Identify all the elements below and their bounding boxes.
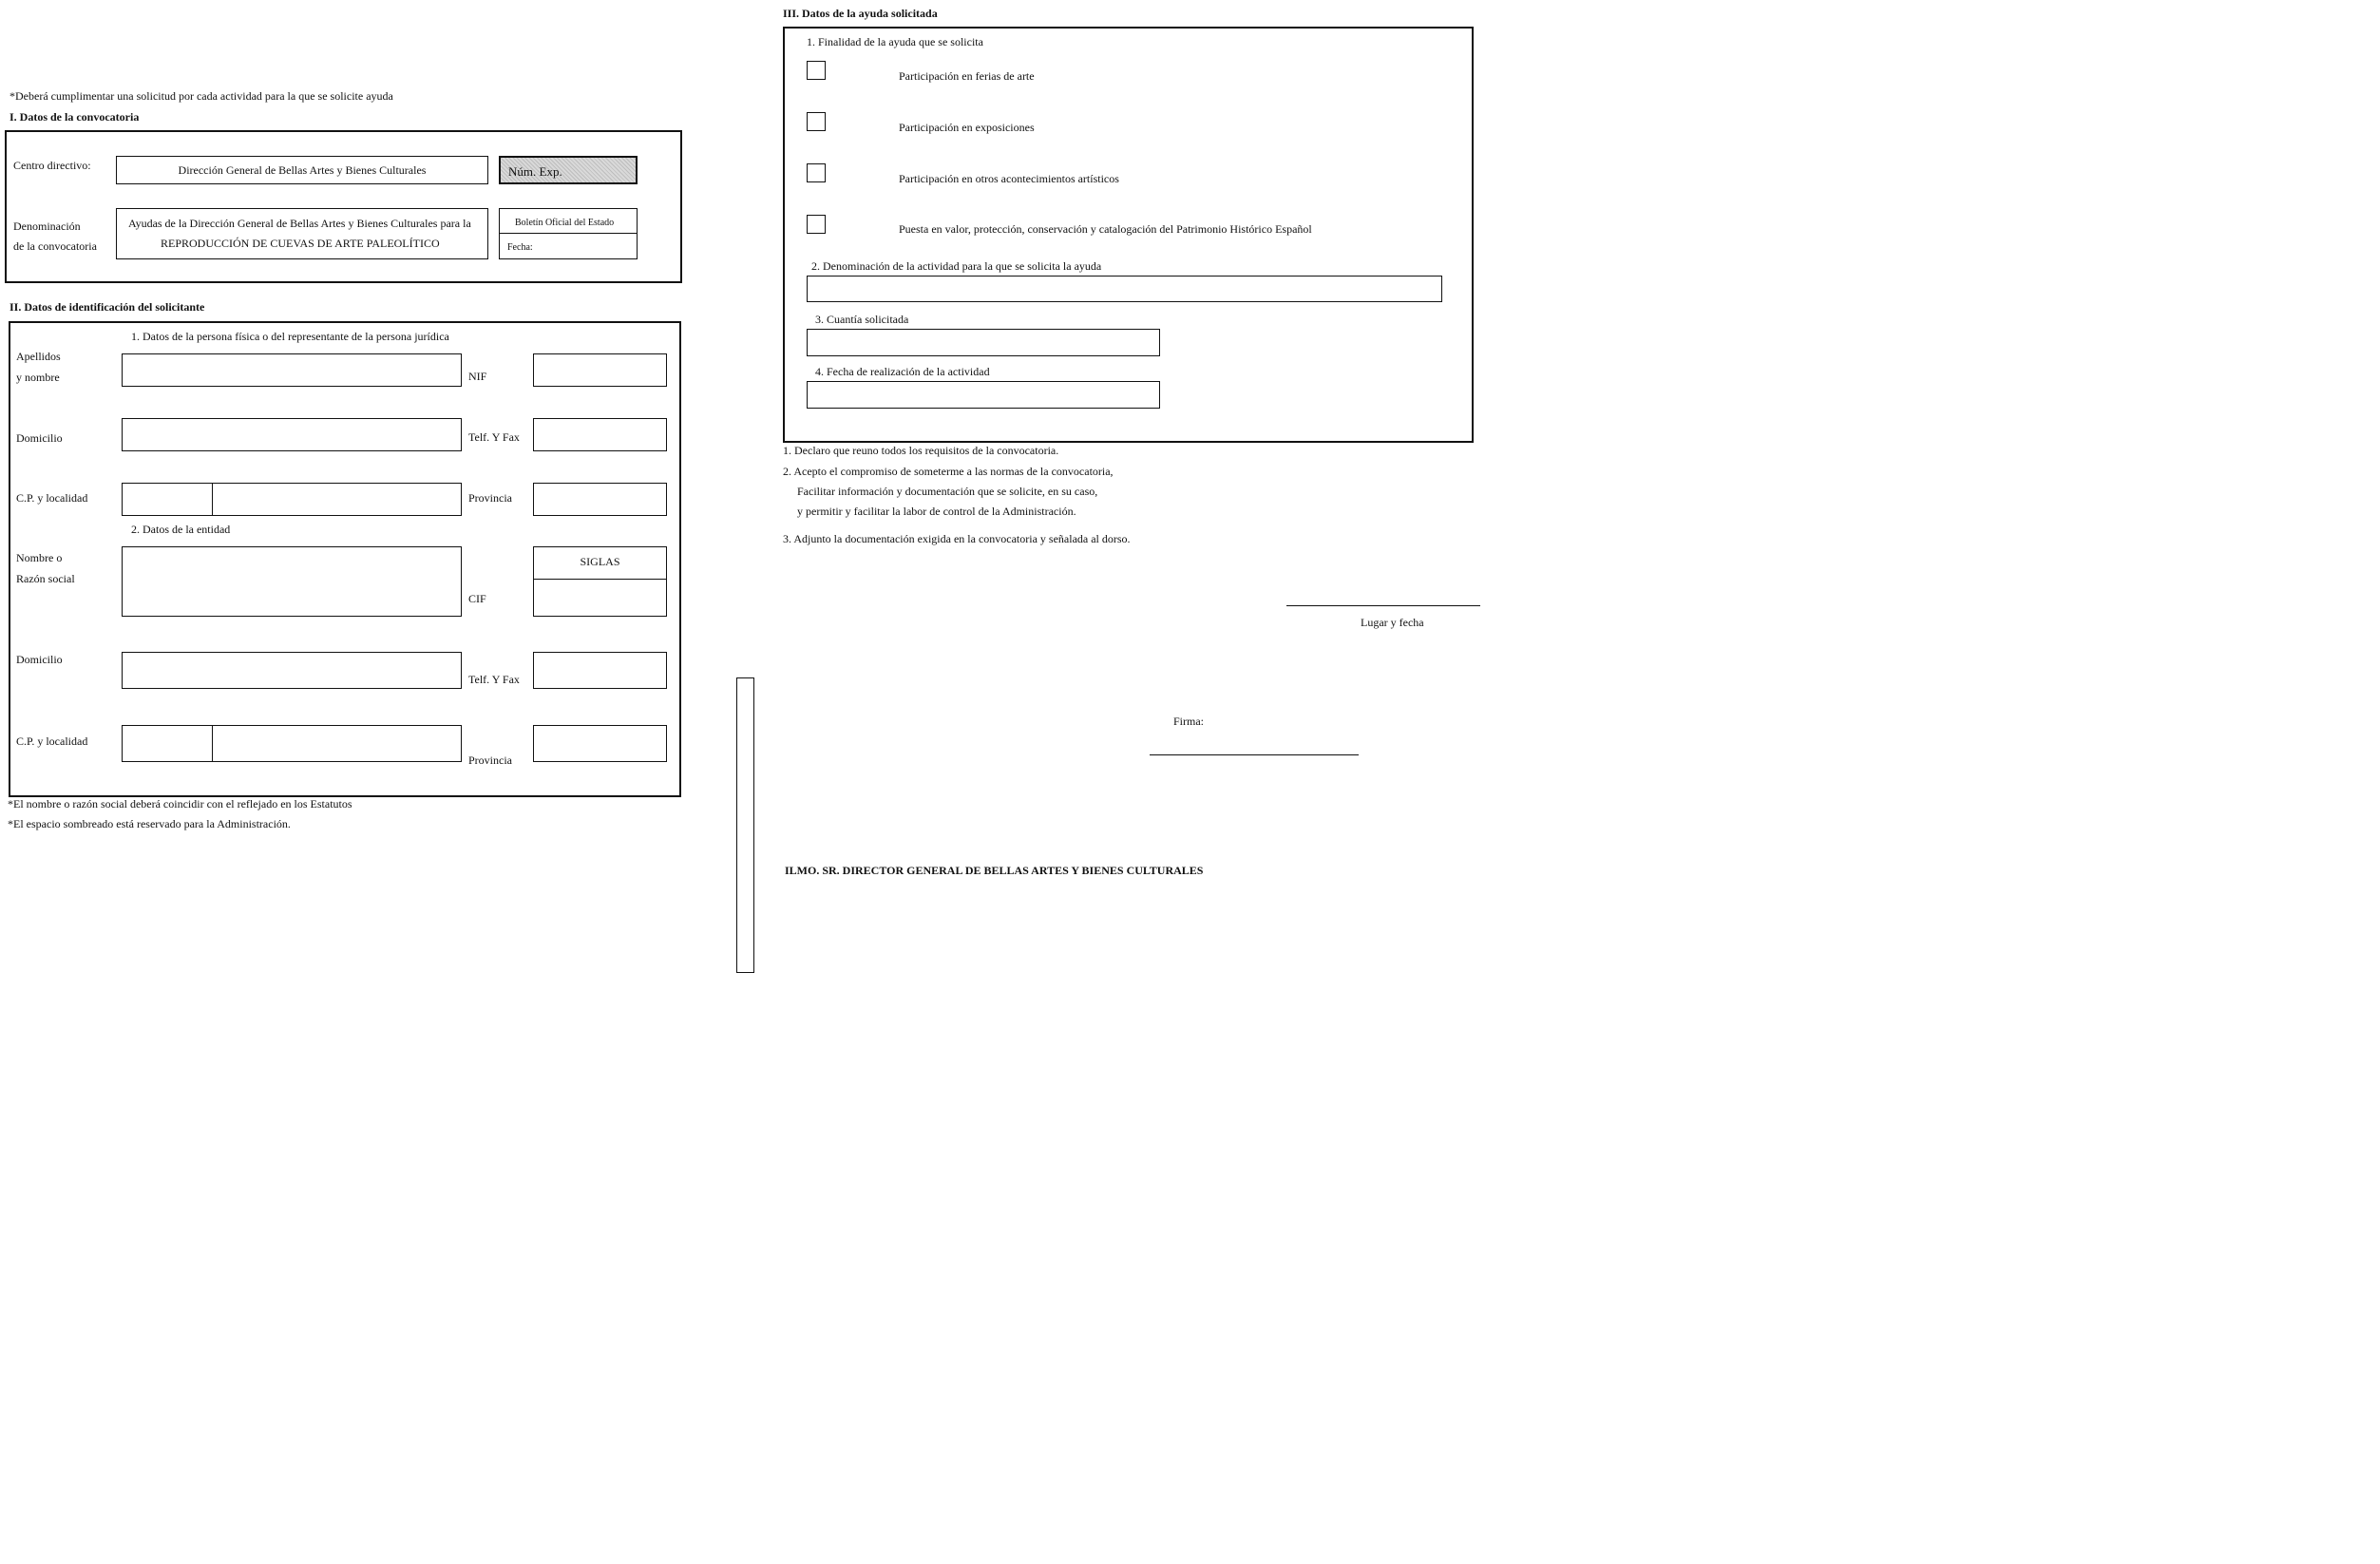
note-shaded-space: *El espacio sombreado está reservado para la Administración. [8,817,291,830]
domicilio-input[interactable] [122,418,462,451]
boletin-fecha-label: Fecha: [507,242,533,253]
section-3-sub-2: 2. Denominación de la actividad para la que se solicita la ayuda [811,259,1102,273]
provincia-label: Provincia [468,491,512,505]
telf2-label: Telf. Y Fax [468,673,520,686]
provincia2-input[interactable] [533,725,667,762]
siglas-divider [534,579,666,580]
section-1-frame [5,130,682,283]
section-2-sub-1: 1. Datos de la persona física o del representante de la persona jurídica [131,330,449,343]
telf-input[interactable] [533,418,667,451]
siglas-cif-box [533,546,667,617]
declaration-3: 3. Adjunto la documentación exigida en la convocatoria y señalada al dorso. [783,532,1131,545]
denominacion-value-box [116,208,488,259]
option-acontecimientos-label: Participación en otros acontecimientos artísticos [899,172,1119,185]
denominacion-value-2: REPRODUCCIÓN DE CUEVAS DE ARTE PALEOLÍTICO [161,237,440,250]
cuantia-input[interactable] [807,329,1160,356]
option-ferias-checkbox[interactable] [807,61,826,80]
siglas-label: SIGLAS [580,555,620,568]
section-3-sub-3: 3. Cuantía solicitada [815,313,909,326]
declaration-2b: Facilitar información y documentación que se solicite, en su caso, [797,485,1098,498]
vertical-strip [736,677,754,973]
note-one-per-activity: *Deberá cumplimentar una solicitud por cada actividad para la que se solicite ayuda [10,89,393,103]
actividad-denominacion-input[interactable] [807,276,1442,302]
option-patrimonio-checkbox[interactable] [807,215,826,234]
telf-label: Telf. Y Fax [468,430,520,444]
localidad-input[interactable] [212,483,462,516]
apellidos-label-1: Apellidos [16,350,61,363]
nombre-label-1: Nombre o [16,551,63,564]
provincia2-label: Provincia [468,753,512,767]
option-acontecimientos-checkbox[interactable] [807,163,826,182]
section-2-sub-2: 2. Datos de la entidad [131,523,231,536]
num-exp-label: Núm. Exp. [508,164,562,179]
provincia-input[interactable] [533,483,667,516]
boletin-divider [500,233,637,234]
declaration-2a: 2. Acepto el compromiso de someterme a las normas de la convocatoria, [783,465,1114,478]
boletin-box [499,208,638,259]
section-3-sub-4: 4. Fecha de realización de la actividad [815,365,990,378]
telf2-input[interactable] [533,652,667,689]
section-3-sub-1: 1. Finalidad de la ayuda que se solicita [807,35,983,48]
firma-label: Firma: [1173,715,1204,728]
localidad2-input[interactable] [212,725,462,762]
apellidos-label-2: y nombre [16,371,60,384]
centro-directivo-value-box [116,156,488,184]
denominacion-label-2: de la convocatoria [13,239,97,253]
nif-label: NIF [468,370,487,383]
addressee: ILMO. SR. DIRECTOR GENERAL DE BELLAS ARTES Y BIENES CULTURALES [785,864,1204,877]
domicilio-label: Domicilio [16,431,63,445]
nif-input[interactable] [533,353,667,387]
domicilio2-input[interactable] [122,652,462,689]
fecha-actividad-input[interactable] [807,381,1160,409]
section-1-title: I. Datos de la convocatoria [10,110,140,124]
declaration-2c: y permitir y facilitar la labor de control de la Administración. [797,505,1076,518]
cp2-input[interactable] [122,725,213,762]
note-razon-social: *El nombre o razón social deberá coincidir con el reflejado en los Estatutos [8,797,352,811]
num-exp-box [499,156,638,184]
section-3-title: III. Datos de la ayuda solicitada [783,7,938,20]
domicilio2-label: Domicilio [16,653,63,666]
apellidos-input[interactable] [122,353,462,387]
cp-input[interactable] [122,483,213,516]
centro-directivo-value: Dirección General de Bellas Artes y Bienes Culturales [178,163,427,177]
declaration-1: 1. Declaro que reuno todos los requisitos de la convocatoria. [783,444,1059,457]
razon-social-input[interactable] [122,546,462,617]
boletin-label: Boletín Oficial del Estado [515,218,615,228]
denominacion-label-1: Denominación [13,219,81,233]
cp-label: C.P. y localidad [16,491,88,505]
option-exposiciones-label: Participación en exposiciones [899,121,1035,134]
centro-directivo-label: Centro directivo: [13,159,91,172]
lugar-fecha-label: Lugar y fecha [1361,616,1424,629]
firma-line [1150,754,1359,755]
option-patrimonio-label: Puesta en valor, protección, conservación y catalogación del Patrimonio Histórico Español [899,222,1312,236]
cif-label: CIF [468,592,486,605]
lugar-fecha-line [1286,605,1480,606]
nombre-label-2: Razón social [16,572,75,585]
section-2-title: II. Datos de identificación del solicitante [10,300,205,314]
denominacion-value-1: Ayudas de la Dirección General de Bellas Artes y Bienes Culturales para la [128,217,471,230]
option-exposiciones-checkbox[interactable] [807,112,826,131]
cp2-label: C.P. y localidad [16,734,88,748]
option-ferias-label: Participación en ferias de arte [899,69,1035,83]
